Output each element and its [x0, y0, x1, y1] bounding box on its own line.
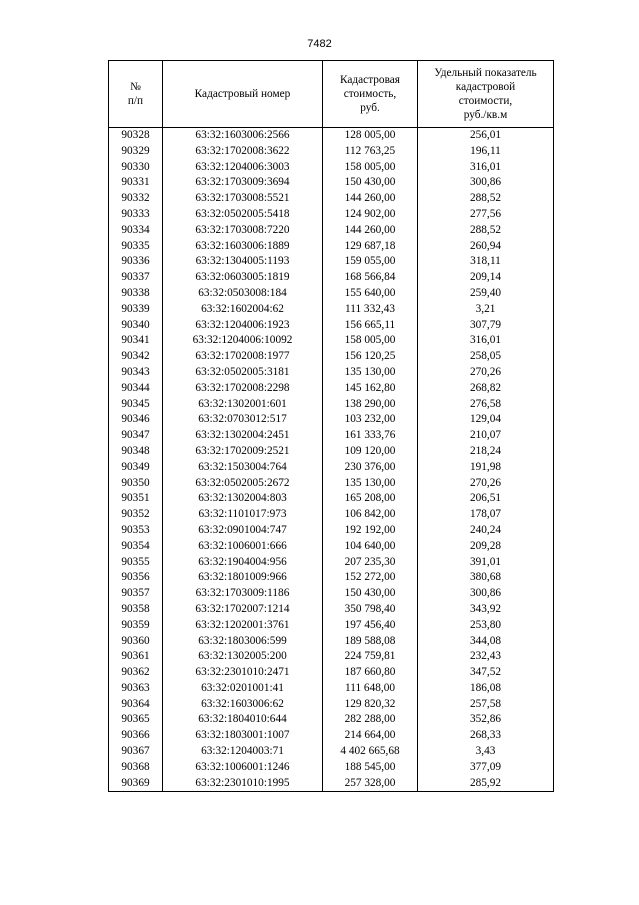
cadastral-number-cell: 63:32:1603006:62 [163, 697, 323, 713]
cadastral-cost-cell: 112 763,25 [323, 144, 418, 160]
row-number-cell: 90336 [109, 254, 163, 270]
table-row [109, 634, 554, 650]
row-number-cell: 90329 [109, 144, 163, 160]
table-row [109, 365, 554, 381]
cadastral-cost-cell: 129 820,32 [323, 697, 418, 713]
cadastral-cost-cell: 150 430,00 [323, 175, 418, 191]
cadastral-cost-cell: 158 005,00 [323, 160, 418, 176]
cadastral-cost-cell: 106 842,00 [323, 507, 418, 523]
cadastral-cost-cell: 129 687,18 [323, 239, 418, 255]
specific-index-cell: 288,52 [418, 191, 554, 207]
header-specific-index [418, 61, 554, 128]
cadastral-cost-cell: 192 192,00 [323, 523, 418, 539]
row-number-cell: 90350 [109, 476, 163, 492]
cadastral-cost-cell: 159 055,00 [323, 254, 418, 270]
row-number-cell: 90357 [109, 586, 163, 602]
table-row [109, 270, 554, 286]
table-row [109, 555, 554, 571]
cadastral-number-cell: 63:32:1006001:1246 [163, 760, 323, 776]
specific-index-cell: 380,68 [418, 570, 554, 586]
cadastral-cost-cell: 111 332,43 [323, 302, 418, 318]
cadastral-cost-cell: 111 648,00 [323, 681, 418, 697]
table-row [109, 697, 554, 713]
table-row [109, 207, 554, 223]
specific-index-cell: 347,52 [418, 665, 554, 681]
cadastral-cost-cell: 109 120,00 [323, 444, 418, 460]
header-cadastral-cost [323, 61, 418, 128]
table-row [109, 491, 554, 507]
cadastral-number-cell: 63:32:0603005:1819 [163, 270, 323, 286]
row-number-cell: 90365 [109, 712, 163, 728]
specific-index-cell: 276,58 [418, 397, 554, 413]
row-number-cell: 90330 [109, 160, 163, 176]
cadastral-cost-cell: 161 333,76 [323, 428, 418, 444]
cadastral-cost-cell: 187 660,80 [323, 665, 418, 681]
cadastral-cost-cell: 150 430,00 [323, 586, 418, 602]
table-row [109, 539, 554, 555]
cadastral-number-cell: 63:32:1006001:666 [163, 539, 323, 555]
cadastral-number-cell: 63:32:1702008:3622 [163, 144, 323, 160]
cadastral-cost-cell: 189 588,08 [323, 634, 418, 650]
row-number-cell: 90337 [109, 270, 163, 286]
row-number-cell: 90340 [109, 318, 163, 334]
cadastral-cost-cell: 138 290,00 [323, 397, 418, 413]
cadastral-number-cell: 63:32:0901004:747 [163, 523, 323, 539]
row-number-cell: 90339 [109, 302, 163, 318]
cadastral-cost-cell: 168 566,84 [323, 270, 418, 286]
cadastral-number-cell: 63:32:2301010:2471 [163, 665, 323, 681]
cadastral-cost-cell: 124 902,00 [323, 207, 418, 223]
header-cadastral-number [163, 61, 323, 128]
cadastral-number-cell: 63:32:1204006:3003 [163, 160, 323, 176]
table-row [109, 649, 554, 665]
row-number-cell: 90342 [109, 349, 163, 365]
row-number-cell: 90360 [109, 634, 163, 650]
table-row [109, 397, 554, 413]
cadastral-number-cell: 63:32:1702008:1977 [163, 349, 323, 365]
cadastral-number-cell: 63:32:1302004:803 [163, 491, 323, 507]
cadastral-number-cell: 63:32:1204006:1923 [163, 318, 323, 334]
table-row [109, 223, 554, 239]
table-row [109, 681, 554, 697]
header-specific-index-line3: стоимости, [458, 95, 513, 107]
row-number-cell: 90359 [109, 618, 163, 634]
cadastral-number-cell: 63:32:1602004:62 [163, 302, 323, 318]
table-row [109, 618, 554, 634]
cadastral-cost-cell: 230 376,00 [323, 460, 418, 476]
cadastral-cost-cell: 257 328,00 [323, 776, 418, 792]
cadastral-number-cell: 63:32:1703008:7220 [163, 223, 323, 239]
cadastral-cost-cell: 158 005,00 [323, 333, 418, 349]
cadastral-number-cell: 63:32:1603006:1889 [163, 239, 323, 255]
cadastral-cost-cell: 144 260,00 [323, 223, 418, 239]
specific-index-cell: 240,24 [418, 523, 554, 539]
table-row [109, 507, 554, 523]
cadastral-cost-cell: 103 232,00 [323, 412, 418, 428]
specific-index-cell: 288,52 [418, 223, 554, 239]
table-row [109, 191, 554, 207]
header-cadastral-cost-line1: Кадастровая [340, 74, 400, 86]
row-number-cell: 90333 [109, 207, 163, 223]
row-number-cell: 90332 [109, 191, 163, 207]
table-row [109, 665, 554, 681]
row-number-cell: 90355 [109, 555, 163, 571]
cadastral-number-cell: 63:32:1204003:71 [163, 744, 323, 760]
header-specific-index-line2: кадастровой [455, 81, 516, 93]
specific-index-cell: 3,43 [418, 744, 554, 760]
cadastral-cost-cell: 135 130,00 [323, 365, 418, 381]
cadastral-cost-cell: 188 545,00 [323, 760, 418, 776]
row-number-cell: 90351 [109, 491, 163, 507]
header-row-number-line1: № [130, 81, 141, 93]
header-cadastral-cost-line2: стоимость, [343, 88, 397, 100]
table-row [109, 744, 554, 760]
table-row [109, 160, 554, 176]
row-number-cell: 90366 [109, 728, 163, 744]
row-number-cell: 90331 [109, 175, 163, 191]
header-specific-index-line1: Удельный показатель [434, 67, 537, 79]
header-row-number-line2: п/п [127, 95, 144, 107]
table-row [109, 175, 554, 191]
specific-index-cell: 3,21 [418, 302, 554, 318]
specific-index-cell: 352,86 [418, 712, 554, 728]
table-row [109, 302, 554, 318]
row-number-cell: 90354 [109, 539, 163, 555]
row-number-cell: 90346 [109, 412, 163, 428]
specific-index-cell: 256,01 [418, 128, 554, 144]
cadastral-cost-cell: 156 665,11 [323, 318, 418, 334]
specific-index-cell: 186,08 [418, 681, 554, 697]
cadastral-cost-cell: 282 288,00 [323, 712, 418, 728]
row-number-cell: 90349 [109, 460, 163, 476]
specific-index-cell: 209,28 [418, 539, 554, 555]
cadastral-cost-cell: 104 640,00 [323, 539, 418, 555]
table-row [109, 523, 554, 539]
cadastral-cost-cell: 155 640,00 [323, 286, 418, 302]
row-number-cell: 90364 [109, 697, 163, 713]
specific-index-cell: 270,26 [418, 476, 554, 492]
specific-index-cell: 377,09 [418, 760, 554, 776]
specific-index-cell: 343,92 [418, 602, 554, 618]
table-body [109, 128, 554, 792]
cadastral-cost-cell: 156 120,25 [323, 349, 418, 365]
cadastral-number-cell: 63:32:1703009:1186 [163, 586, 323, 602]
specific-index-cell: 268,33 [418, 728, 554, 744]
specific-index-cell: 257,58 [418, 697, 554, 713]
cadastral-number-cell: 63:32:1904004:956 [163, 555, 323, 571]
specific-index-cell: 307,79 [418, 318, 554, 334]
specific-index-cell: 268,82 [418, 381, 554, 397]
specific-index-cell: 259,40 [418, 286, 554, 302]
cadastral-number-cell: 63:32:1603006:2566 [163, 128, 323, 144]
page-number: 7482 [307, 38, 332, 50]
cadastral-number-cell: 63:32:1702008:2298 [163, 381, 323, 397]
row-number-cell: 90362 [109, 665, 163, 681]
table-row [109, 333, 554, 349]
specific-index-cell: 210,07 [418, 428, 554, 444]
cadastral-number-cell: 63:32:0502005:5418 [163, 207, 323, 223]
table-row [109, 318, 554, 334]
row-number-cell: 90369 [109, 776, 163, 792]
specific-index-cell: 178,07 [418, 507, 554, 523]
cadastral-number-cell: 63:32:1202001:3761 [163, 618, 323, 634]
cadastral-cost-cell: 145 162,80 [323, 381, 418, 397]
row-number-cell: 90344 [109, 381, 163, 397]
cadastral-cost-cell: 224 759,81 [323, 649, 418, 665]
cadastral-number-cell: 63:32:1803001:1007 [163, 728, 323, 744]
table-row [109, 460, 554, 476]
cadastral-number-cell: 63:32:1803006:599 [163, 634, 323, 650]
specific-index-cell: 316,01 [418, 333, 554, 349]
cadastral-number-cell: 63:32:1702009:2521 [163, 444, 323, 460]
table-row [109, 286, 554, 302]
cadastral-value-table [108, 60, 554, 792]
header-specific-index-line4: руб./кв.м [463, 109, 508, 121]
row-number-cell: 90348 [109, 444, 163, 460]
cadastral-number-cell: 63:32:0503008:184 [163, 286, 323, 302]
cadastral-number-cell: 63:32:1702007:1214 [163, 602, 323, 618]
table-row [109, 254, 554, 270]
row-number-cell: 90363 [109, 681, 163, 697]
row-number-cell: 90341 [109, 333, 163, 349]
cadastral-number-cell: 63:32:0502005:2672 [163, 476, 323, 492]
specific-index-cell: 129,04 [418, 412, 554, 428]
table-row [109, 570, 554, 586]
specific-index-cell: 258,05 [418, 349, 554, 365]
row-number-cell: 90356 [109, 570, 163, 586]
cadastral-number-cell: 63:32:1801009:966 [163, 570, 323, 586]
cadastral-number-cell: 63:32:0502005:3181 [163, 365, 323, 381]
row-number-cell: 90361 [109, 649, 163, 665]
header-cadastral-number-text: Кадастровый номер [194, 88, 291, 100]
specific-index-cell: 300,86 [418, 586, 554, 602]
table-row [109, 586, 554, 602]
cadastral-number-cell: 63:32:1304005:1193 [163, 254, 323, 270]
cadastral-cost-cell: 214 664,00 [323, 728, 418, 744]
table-row [109, 760, 554, 776]
specific-index-cell: 191,98 [418, 460, 554, 476]
specific-index-cell: 285,92 [418, 776, 554, 792]
table-row [109, 728, 554, 744]
cadastral-cost-cell: 207 235,30 [323, 555, 418, 571]
header-row-number [109, 61, 163, 128]
table-row [109, 381, 554, 397]
row-number-cell: 90338 [109, 286, 163, 302]
cadastral-cost-cell: 4 402 665,68 [323, 744, 418, 760]
cadastral-number-cell: 63:32:1703009:3694 [163, 175, 323, 191]
specific-index-cell: 391,01 [418, 555, 554, 571]
specific-index-cell: 344,08 [418, 634, 554, 650]
table-header-row [109, 61, 554, 128]
cadastral-number-cell: 63:32:1302004:2451 [163, 428, 323, 444]
header-cadastral-cost-line3: руб. [360, 102, 380, 114]
cadastral-number-cell: 63:32:1804010:644 [163, 712, 323, 728]
table-row [109, 349, 554, 365]
specific-index-cell: 318,11 [418, 254, 554, 270]
table-row [109, 128, 554, 144]
cadastral-number-cell: 63:32:1302001:601 [163, 397, 323, 413]
row-number-cell: 90368 [109, 760, 163, 776]
specific-index-cell: 196,11 [418, 144, 554, 160]
specific-index-cell: 277,56 [418, 207, 554, 223]
cadastral-cost-cell: 128 005,00 [323, 128, 418, 144]
table-row [109, 239, 554, 255]
cadastral-cost-cell: 197 456,40 [323, 618, 418, 634]
row-number-cell: 90345 [109, 397, 163, 413]
cadastral-number-cell: 63:32:2301010:1995 [163, 776, 323, 792]
cadastral-cost-cell: 152 272,00 [323, 570, 418, 586]
specific-index-cell: 270,26 [418, 365, 554, 381]
cadastral-number-cell: 63:32:1101017:973 [163, 507, 323, 523]
row-number-cell: 90334 [109, 223, 163, 239]
table-row [109, 476, 554, 492]
specific-index-cell: 260,94 [418, 239, 554, 255]
specific-index-cell: 218,24 [418, 444, 554, 460]
cadastral-number-cell: 63:32:1302005:200 [163, 649, 323, 665]
table-row [109, 712, 554, 728]
cadastral-cost-cell: 165 208,00 [323, 491, 418, 507]
row-number-cell: 90335 [109, 239, 163, 255]
row-number-cell: 90352 [109, 507, 163, 523]
cadastral-number-cell: 63:32:1503004:764 [163, 460, 323, 476]
row-number-cell: 90328 [109, 128, 163, 144]
cadastral-number-cell: 63:32:0703012:517 [163, 412, 323, 428]
table-row [109, 602, 554, 618]
specific-index-cell: 209,14 [418, 270, 554, 286]
cadastral-number-cell: 63:32:1703008:5521 [163, 191, 323, 207]
row-number-cell: 90353 [109, 523, 163, 539]
cadastral-cost-cell: 350 798,40 [323, 602, 418, 618]
row-number-cell: 90358 [109, 602, 163, 618]
row-number-cell: 90343 [109, 365, 163, 381]
cadastral-number-cell: 63:32:1204006:10092 [163, 333, 323, 349]
specific-index-cell: 316,01 [418, 160, 554, 176]
table-row [109, 776, 554, 792]
cadastral-cost-cell: 135 130,00 [323, 476, 418, 492]
table-row [109, 428, 554, 444]
specific-index-cell: 300,86 [418, 175, 554, 191]
table-row [109, 144, 554, 160]
specific-index-cell: 253,80 [418, 618, 554, 634]
table-row [109, 412, 554, 428]
specific-index-cell: 232,43 [418, 649, 554, 665]
table-row [109, 444, 554, 460]
cadastral-number-cell: 63:32:0201001:41 [163, 681, 323, 697]
row-number-cell: 90367 [109, 744, 163, 760]
cadastral-cost-cell: 144 260,00 [323, 191, 418, 207]
specific-index-cell: 206,51 [418, 491, 554, 507]
row-number-cell: 90347 [109, 428, 163, 444]
